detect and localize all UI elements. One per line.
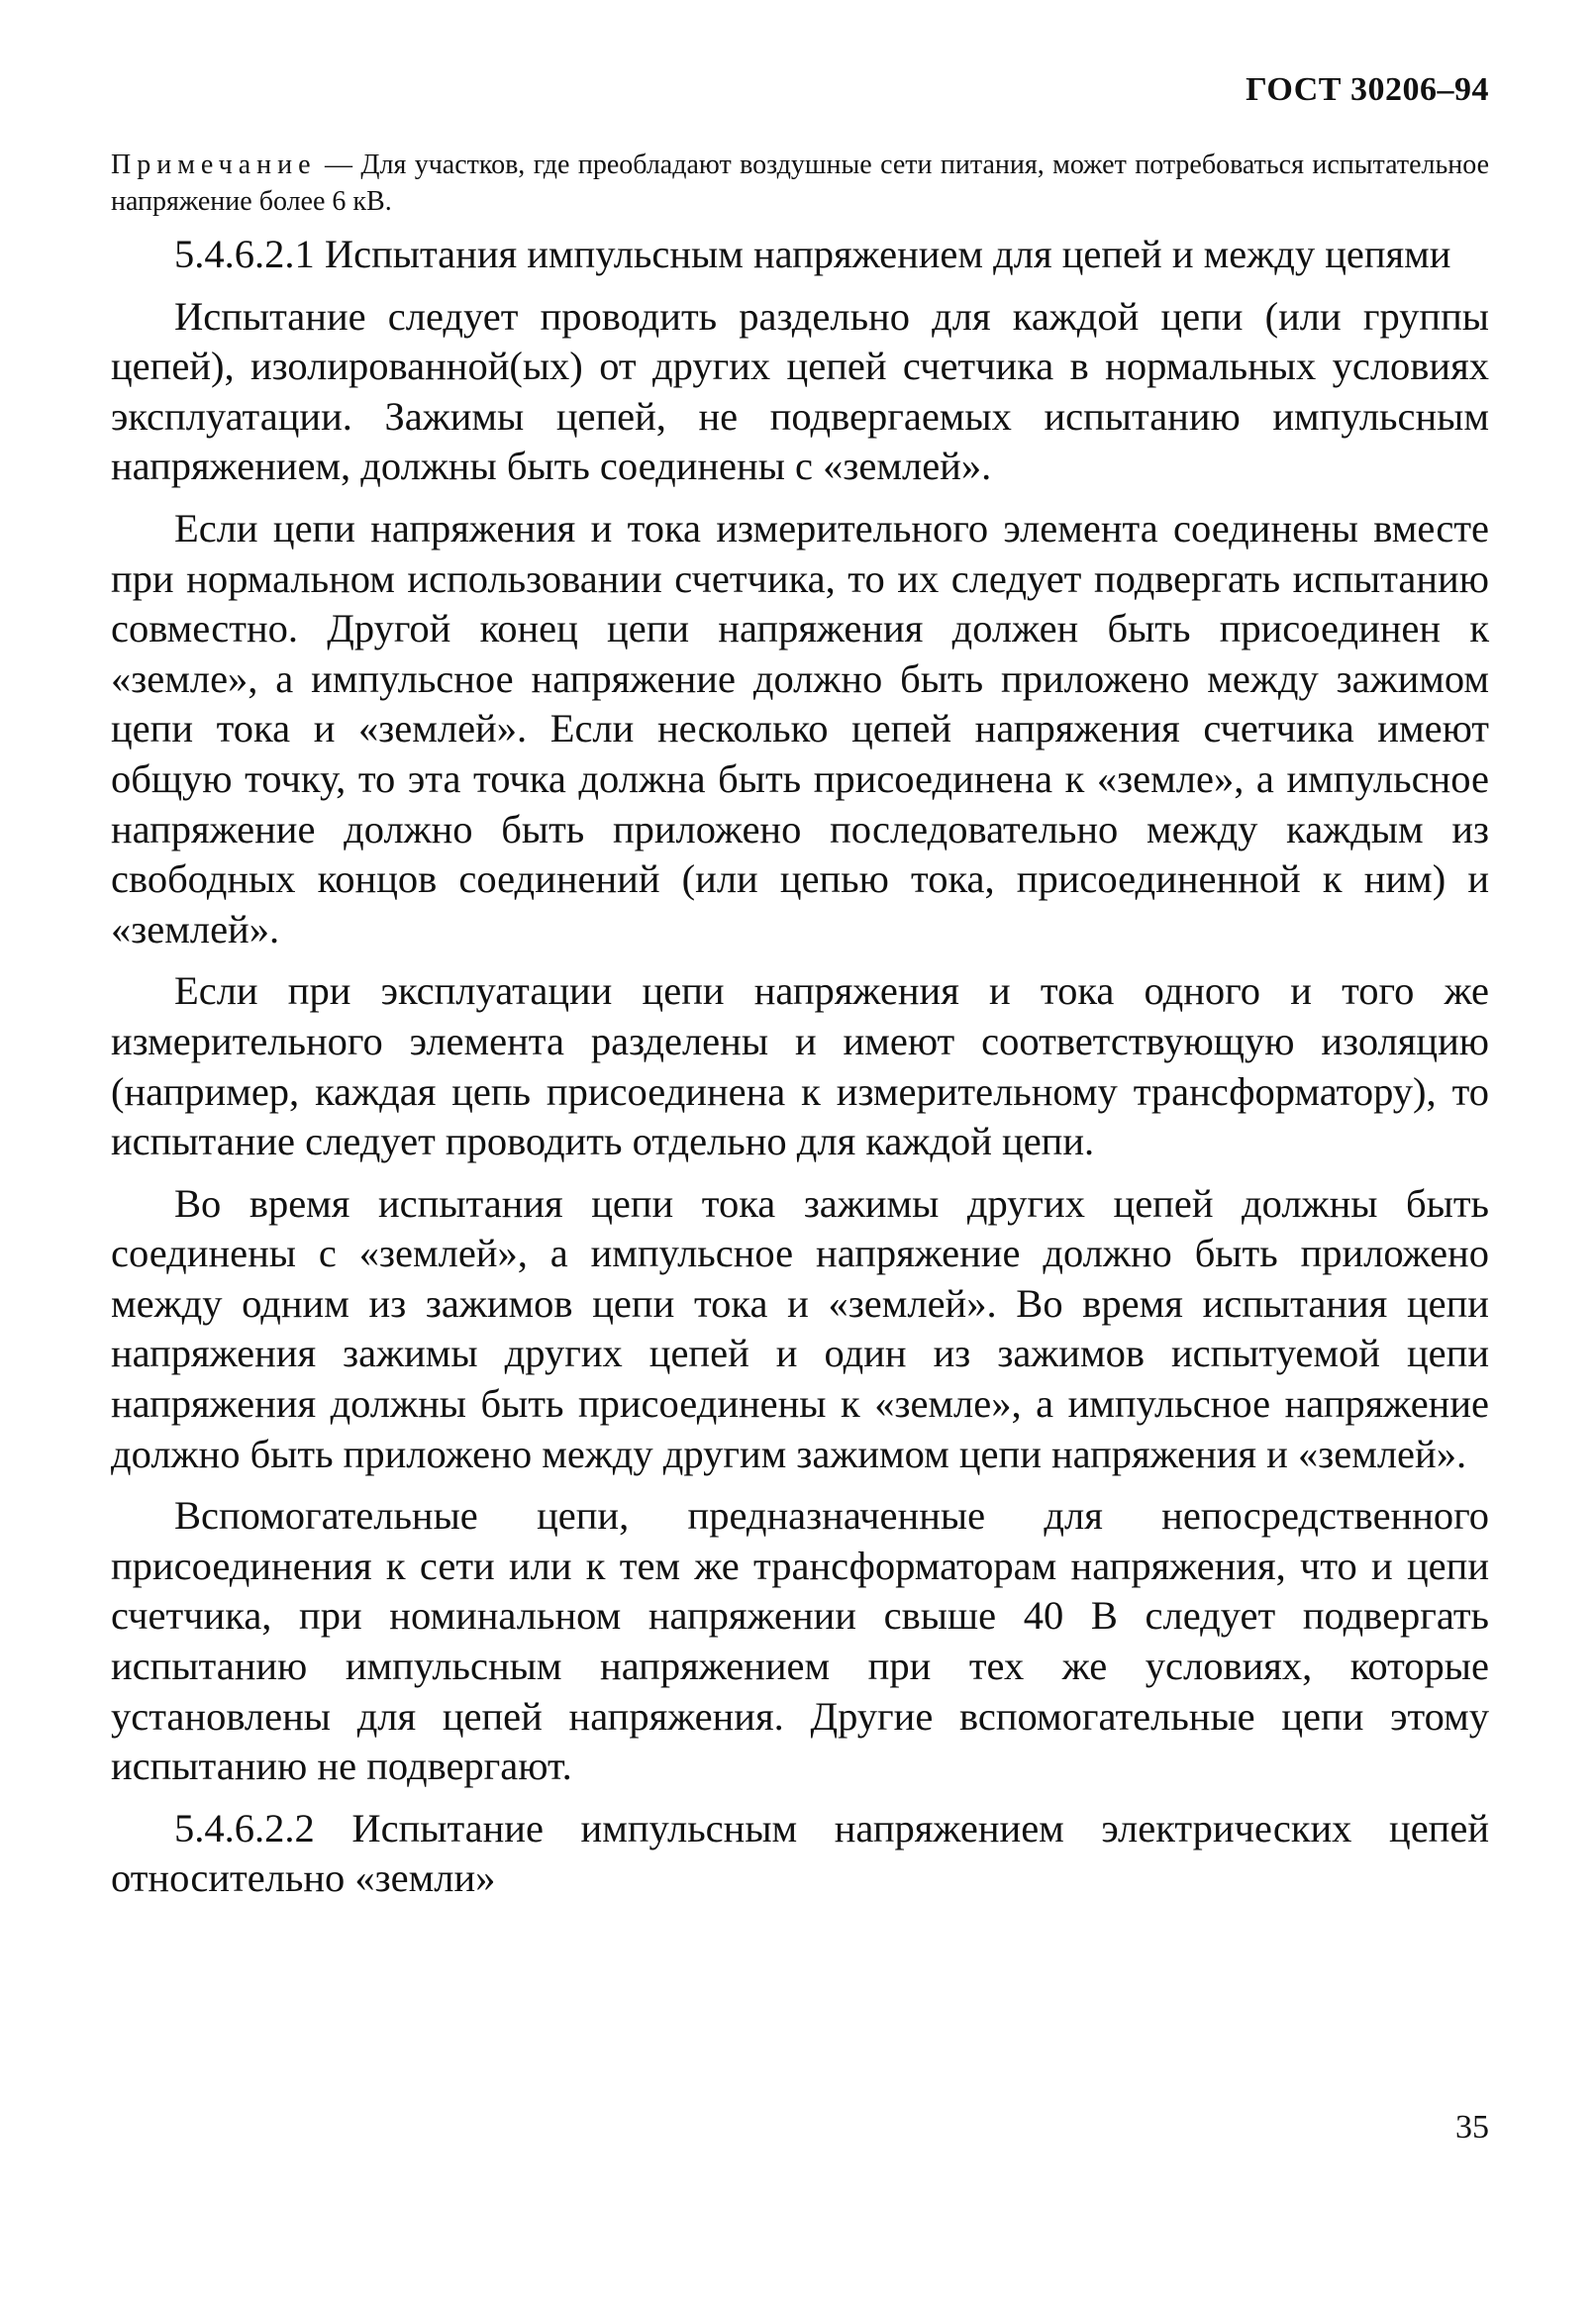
body-paragraph: Во время испытания цепи тока зажимы других цепей должны быть соединены с «землей», а импульсное напряжение должно быть приложено между одним из зажимов цепи тока и «землей». Во время испытания цепи напряжения зажимы других цепей и один из зажимов испытуемой цепи напряжения должны быть присоединены к «земле», а импульсное напряжение должно быть приложено между другим зажимом цепи напряжения и «землей». (111, 1180, 1489, 1476)
section-heading-5-4-6-2-2: 5.4.6.2.2 Испытание импульсным напряжением электрических цепей относительно «земли» (111, 1805, 1489, 1901)
body-paragraph: Испытание следует проводить раздельно для каждой цепи (или группы цепей), изолированной(ых) от других цепей счетчика в нормальных условиях эксплуатации. Зажимы цепей, не подвергаемых испытанию импульсным напряжением, должны быть соединены с «землей». (111, 293, 1489, 489)
body-paragraph: Если при эксплуатации цепи напряжения и тока одного и того же измерительного элемента разделены и имеют соответствующую изоляцию (например, каждая цепь присоединена к измерительному трансформатору), то испытание следует проводить отдельно для каждой цепи. (111, 968, 1489, 1164)
note-text: — Для участков, где преобладают воздушные сети питания, может потребоваться испытательное напряжение более 6 кВ. (111, 150, 1489, 217)
note-block (111, 147, 1489, 220)
section-heading-5-4-6-2-1: 5.4.6.2.1 Испытания импульсным напряжением для цепей и между цепями (174, 232, 1451, 276)
body-paragraph: Если цепи напряжения и тока измерительного элемента соединены вместе при нормальном использовании счетчика, то их следует подвергать испытанию совместно. Другой конец цепи напряжения должен быть присоединен к «земле», а импульсное напряжение должно быть приложено между зажимом цепи тока и «землей». Если несколько цепей напряжения счетчика имеют общую точку, то эта точка должна быть присоединена к «земле», а импульсное напряжение должно быть приложено последовательно между каждым из свободных концов соединений (или цепью тока, присоединенной к ним) и «землей». (111, 505, 1489, 951)
page-number: 35 (1455, 2109, 1489, 2146)
body-paragraph: Вспомогательные цепи, предназначенные для непосредственного присоединения к сети или к тем же трансформаторам напряжения, что и цепи счетчика, при номинальном напряжении свыше 40 В следует подвергать испытанию импульсным напряжением при тех же условиях, которые установлены для цепей напряжения. Другие вспомогательные цепи этому испытанию не подвергают. (111, 1493, 1489, 1789)
page-content (111, 59, 1489, 1916)
note-label: Примечание (111, 150, 317, 180)
standard-code-header: ГОСТ 30206–94 (1246, 71, 1489, 108)
